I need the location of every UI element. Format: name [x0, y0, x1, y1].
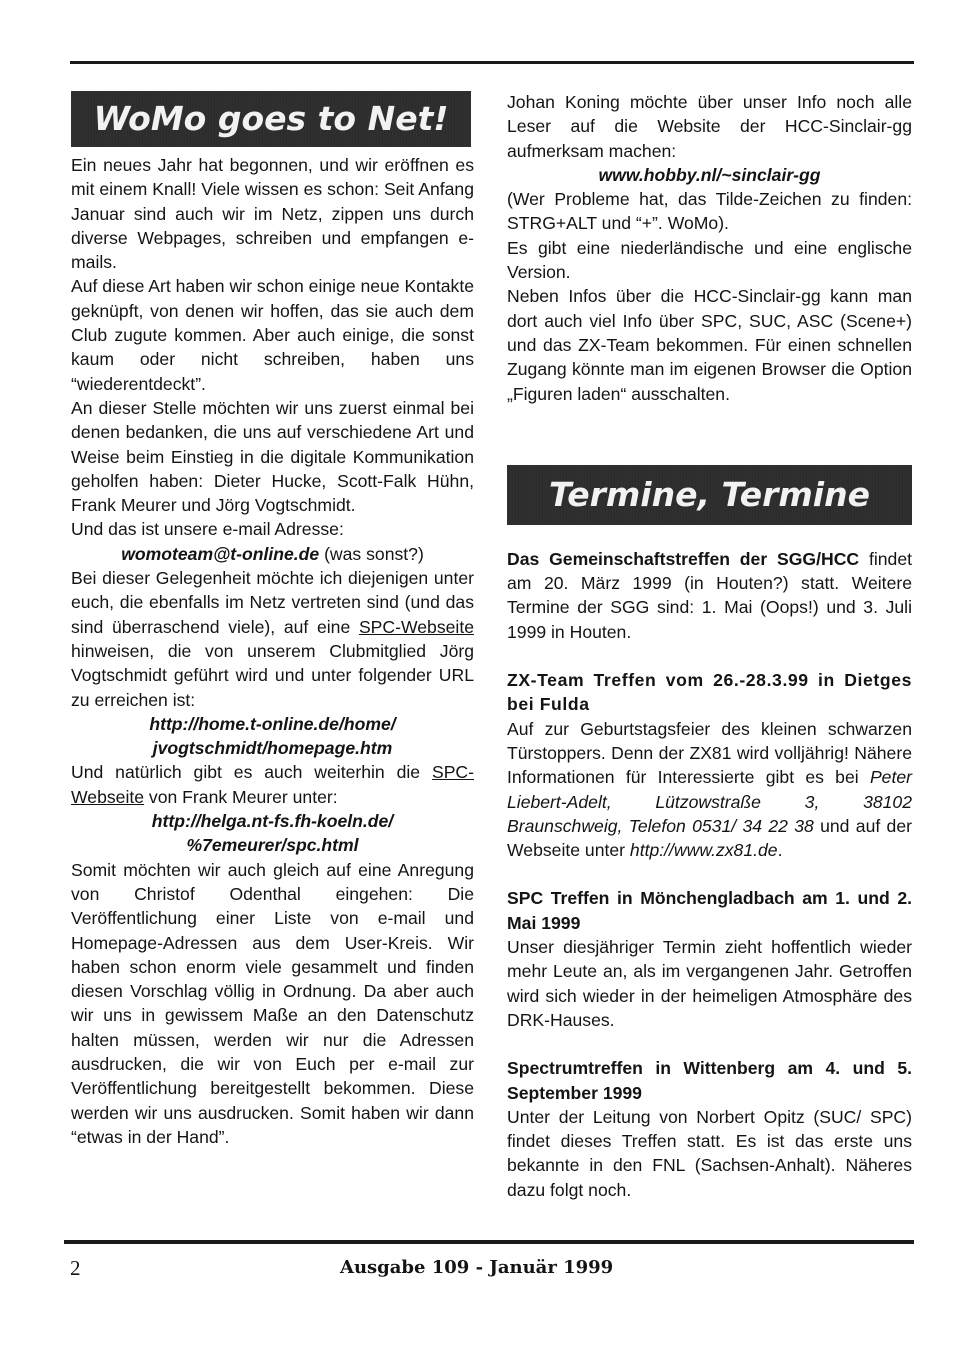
- paragraph-versions: Es gibt eine niederländische und eine englische Version.: [507, 237, 912, 283]
- url-hobby-nl[interactable]: www.hobby.nl/~sinclair-gg: [598, 164, 821, 185]
- paragraph-spc-site: [71, 566, 474, 712]
- issue-footer: Ausgabe 109 - Januär 1999: [340, 1257, 614, 1278]
- event-spc-moenchengladbach: [507, 886, 912, 1032]
- paragraph-intro: Ein neues Jahr hat begonnen, und wir eröffnen es mit einem Knall! Viele wissen es schon: Seit Anfang Januar sind auch wir im Netz, zippen uns durch diverse Webpages, schreiben und empfangen e-mails.: [71, 155, 474, 273]
- top-rule: [70, 61, 914, 64]
- url-vogtschmidt-line1[interactable]: http://home.t-online.de/home/: [149, 713, 396, 734]
- paragraph-contacts: Auf diese Art haben wir schon einige neue Kontakte geknüpft, von denen wir hoffen, das sie auch dem Club zugute kommen. Aber auch einige, die sonst kaum oder nicht schreiben, haben uns “wiederentdeckt”.: [71, 276, 474, 394]
- event-title: ZX-Team Treffen vom 26.-28.3.99 in Dietges bei Fulda: [507, 670, 912, 715]
- paragraph-meurer-site: [71, 760, 474, 809]
- url-meurer-line1[interactable]: http://helga.nt-fs.fh-koeln.de/: [151, 811, 394, 832]
- event-body: [507, 717, 912, 863]
- paragraph-address-list: Somit möchten wir auch gleich auf eine Anregung von Christof Odenthal eingehen: Die Veröffentlichung einer Liste von e-mail und Homepage-Adressen aus dem User-Kreis. Wir haben schon enorm viele gesammelt und finden diesen Vorschlag völlig in Ordnung. Da aber auch wir uns in gewissem Maße an den Datenschutz halten müssen, werden wir nur die Adressen ausdrucken, die wir von Euch per e-mail zur Veröffentlichung bereitgestellt bekommen. Diese werden wir uns ausdrucken. Somit haben wir dann “etwas in der Hand”.: [71, 859, 474, 1147]
- event-text: Auf zur Geburtstagsfeier des kleinen schwarzen Türstoppers. Denn der ZX81 wird volljährig! Nähere Informationen für Interessierte gibt es bei: [507, 718, 912, 788]
- paragraph-spc-site-text-b: hinweisen, die von unserem Clubmitglied Jörg Vogtschmidt geführt wird und unter folgender URL zu erreichen ist:: [71, 640, 474, 710]
- right-column: [507, 90, 912, 1226]
- event-body: [507, 547, 912, 644]
- left-column: [71, 80, 474, 1149]
- zx81-website-link[interactable]: http://www.zx81.de: [629, 840, 778, 861]
- paragraph-spc-site-text-a: Bei dieser Gelegenheit möchte ich diejenigen unter euch, die ebenfalls im Netz vertreten sind (und das sind überraschend viele), auf eine: [71, 568, 474, 637]
- paragraph-site-info: Neben Infos über die HCC-Sinclair-gg kann man dort auch viel Info über SPC, SUC, ASC (Scene+) und das ZX-Team bekommen. Für einen schnellen Zugang könnte man im eigenen Browser die Option „Figuren laden“ ausschalten.: [507, 286, 912, 404]
- spc-webseite-link-1[interactable]: SPC-Webseite: [358, 616, 474, 637]
- event-title: SPC Treffen in Mönchengladbach am 1. und 2. Mai 1999: [507, 888, 912, 933]
- spc-webseite-link-2[interactable]: SPC-Webseite: [71, 762, 474, 807]
- event-body: Unser diesjähriger Termin zieht hoffentlich wieder mehr Leute an, als im vergangenen Jahr. Getroffen wird sich wieder in der heimeligen Atmosphäre des DRK-Hauses.: [507, 937, 912, 1030]
- url-vogtschmidt-line2[interactable]: jvogtschmidt/homepage.htm: [152, 738, 393, 759]
- event-contact: Peter Liebert-Adelt, Lützowstraße 3, 38102 Braunschweig, Telefon 0531/ 34 22 38: [507, 767, 912, 836]
- paragraph-meurer-text-b: von Frank Meurer unter:: [144, 786, 338, 807]
- email-line: [71, 542, 474, 566]
- event-sgg-hcc: [507, 547, 912, 644]
- event-contact-suffix: und auf der Webseite unter: [507, 815, 912, 861]
- event-spectrum-wittenberg: [507, 1056, 912, 1202]
- paragraph-tilde-hint: (Wer Probleme hat, das Tilde-Zeichen zu finden: STRG+ALT und “+”. WoMo).: [507, 189, 912, 234]
- page-number: 2: [70, 1256, 81, 1280]
- article-banner-termine: Termine, Termine: [507, 465, 912, 525]
- event-title: Spectrumtreffen in Wittenberg am 4. und 5. September 1999: [507, 1058, 912, 1103]
- paragraph-email-intro: Und das ist unsere e-mail Adresse:: [71, 519, 344, 540]
- paragraph-thanks: An dieser Stelle möchten wir uns zuerst einmal bei denen bedanken, die uns auf verschiedene Art und Weise beim Einstieg in die digitale Kommunikation geholfen haben: Dieter Hucke, Scott-Falk Hühn, Frank Meurer und Jörg Vogtschmidt.: [71, 397, 474, 516]
- url-meurer-line2[interactable]: %7emeurer/spc.html: [186, 835, 359, 856]
- paragraph-johan-koning: Johan Koning möchte über unser Info noch alle Leser auf die Website der HCC-Sinclair-gg aufmerksam machen:: [507, 92, 912, 161]
- event-body: Unter der Leitung von Norbert Opitz (SUC/ SPC) findet dieses Treffen statt. Es ist das erste uns bekannte in den FNL (Sachsen-Anhalt). Näheres dazu folgt noch.: [507, 1106, 912, 1200]
- event-text: findet am 20. März 1999 (in Houten?) statt. Weitere Termine der SGG sind: 1. Mai (Oops!) und 3. Juli 1999 in Houten.: [507, 548, 912, 642]
- article-banner-womo: WoMo goes to Net!: [71, 91, 471, 147]
- event-zx-team: [507, 668, 912, 862]
- bottom-rule: [64, 1240, 914, 1244]
- paragraph-meurer-text-a: Und natürlich gibt es auch weiterhin die: [71, 762, 432, 783]
- event-title: Das Gemeinschaftstreffen der SGG/HCC: [507, 548, 860, 569]
- email-address-link[interactable]: womoteam@t-online.de: [121, 543, 320, 564]
- event-website-suffix: .: [777, 840, 783, 861]
- email-suffix: (was sonst?): [319, 543, 424, 564]
